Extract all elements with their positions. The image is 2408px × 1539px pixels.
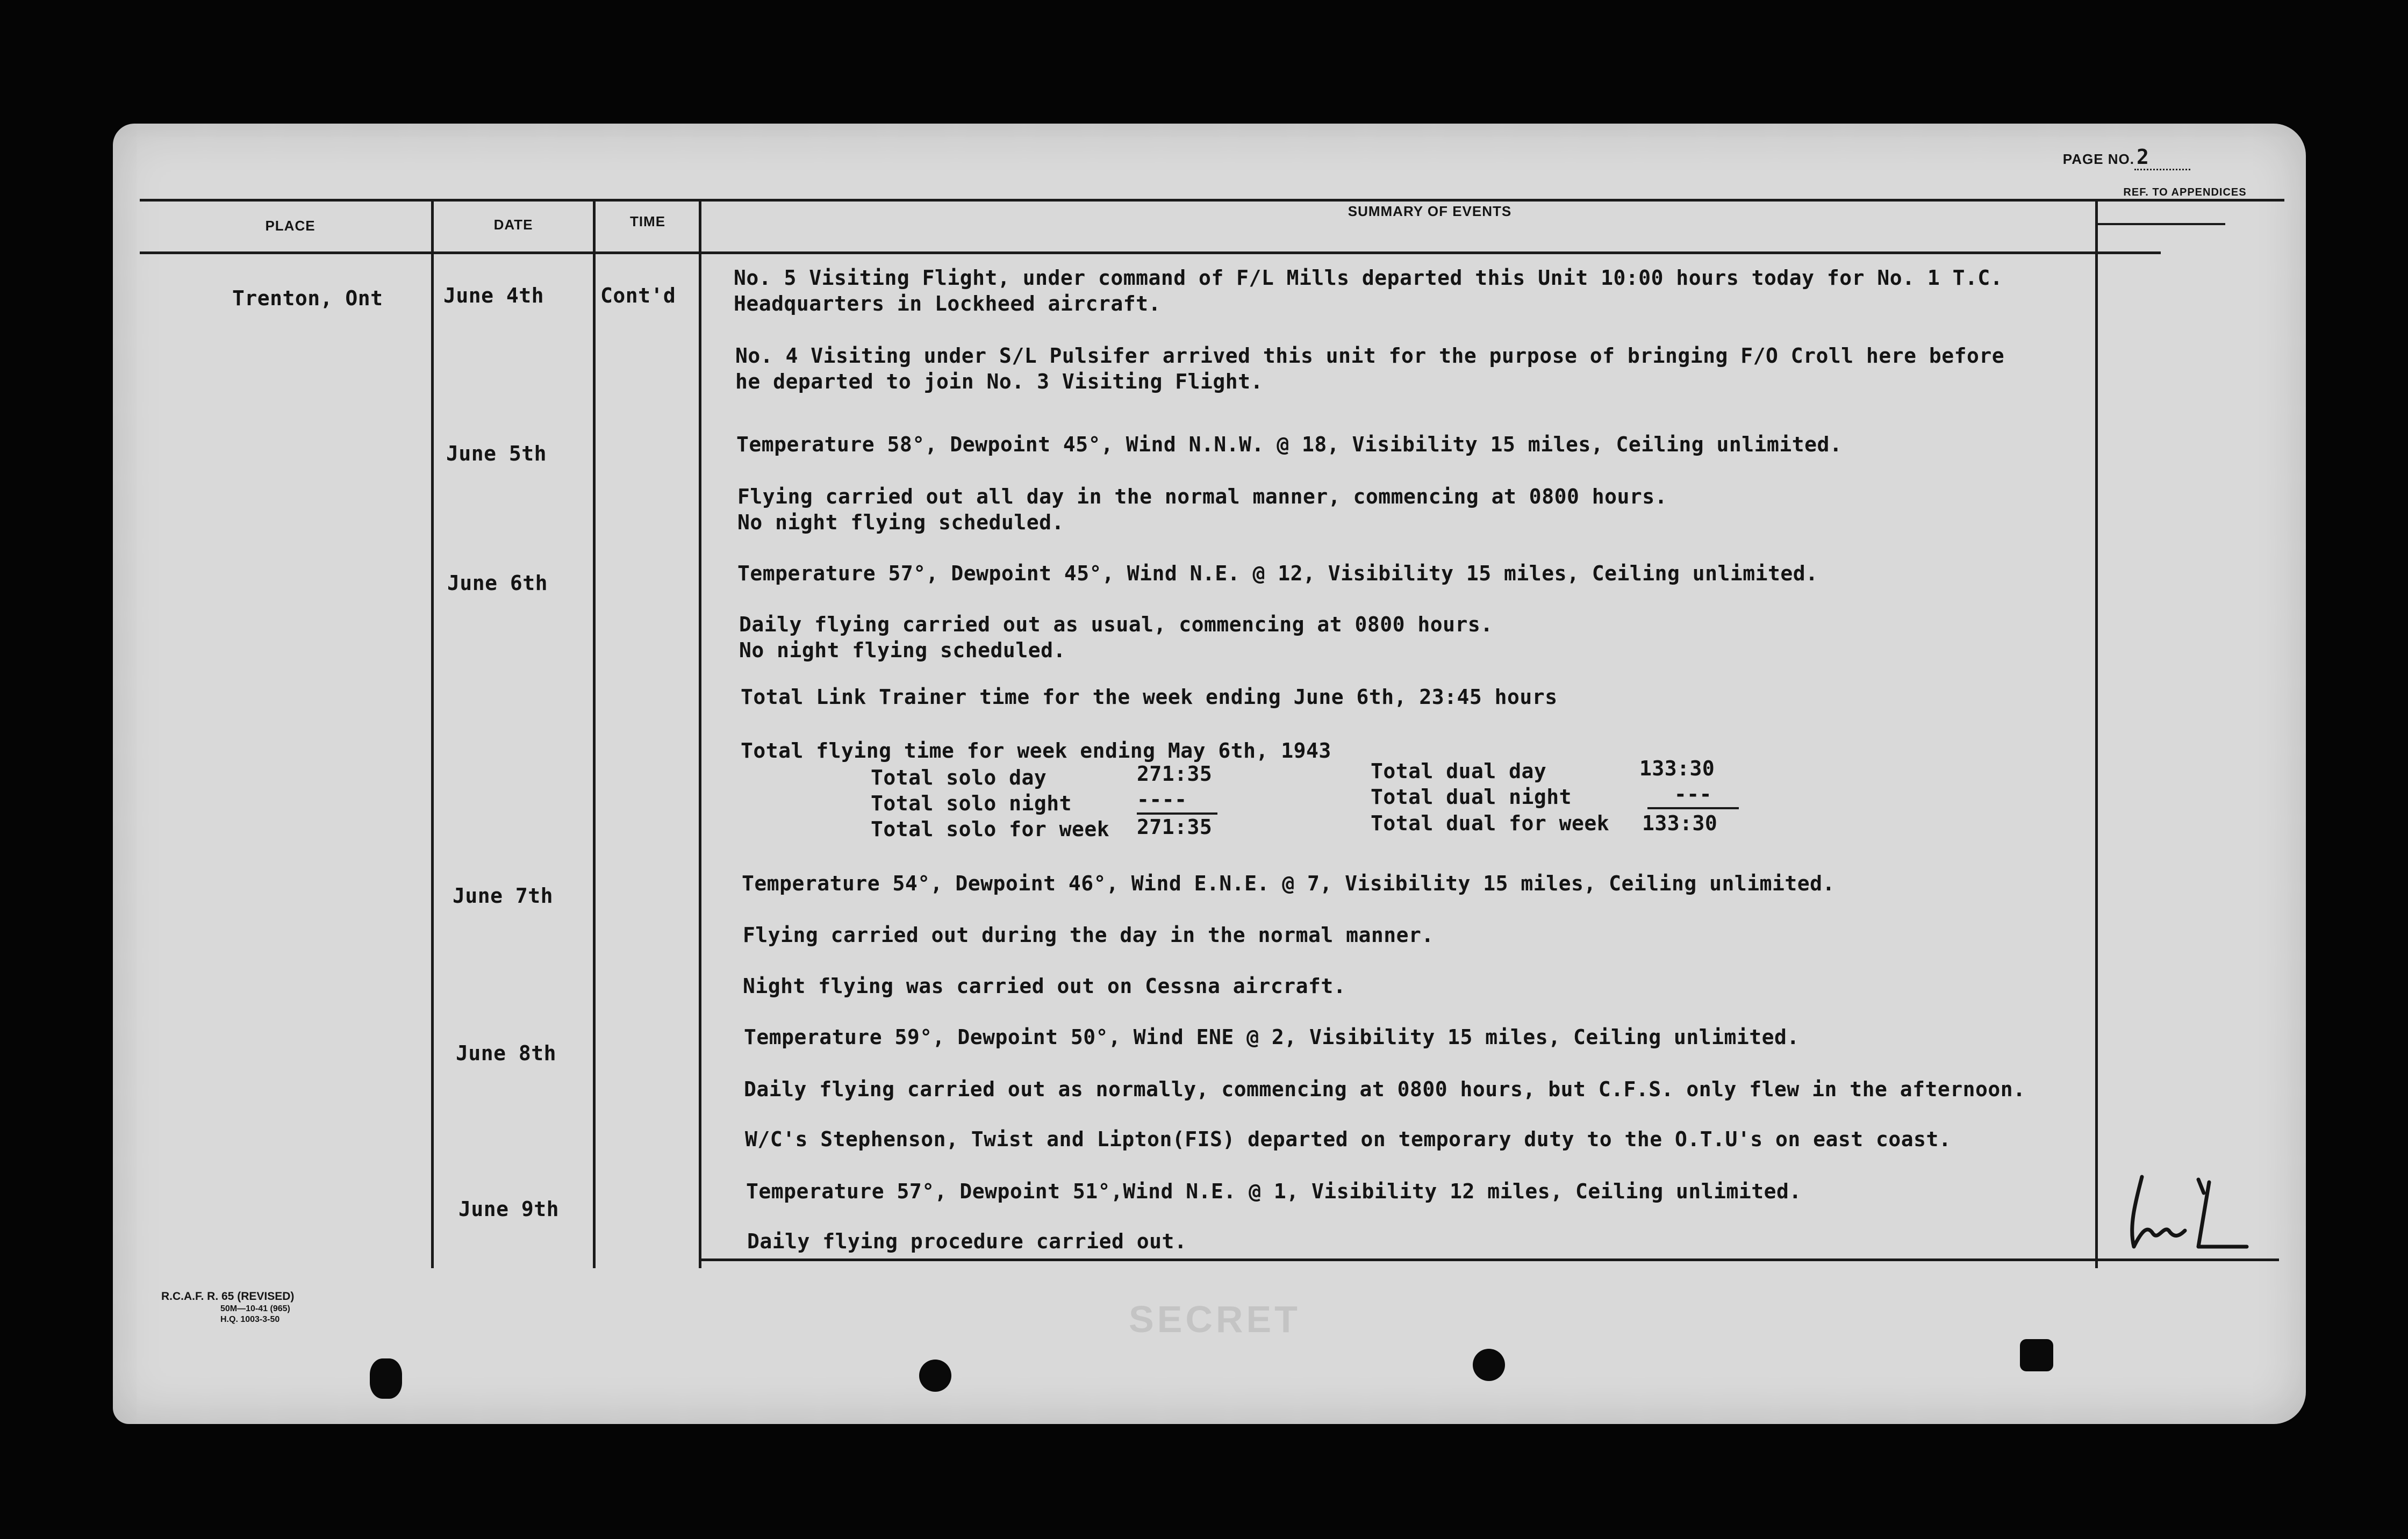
event-line: Temperature 54°, Dewpoint 46°, Wind E.N.E. @ 7, Visibility 15 miles, Ceiling unlimited. [742, 872, 1835, 895]
col-divider-summary-ref [2095, 199, 2098, 1268]
ref-appendices-header: REF. TO APPENDICES [2123, 186, 2247, 198]
event-line: W/C's Stephenson, Twist and Lipton(FIS) departed on temporary duty to the O.T.U's on east coast. [745, 1127, 1952, 1151]
handwritten-initials [2118, 1171, 2258, 1252]
total-value: 133:30 [1642, 811, 1718, 835]
total-label: Total solo for week [871, 817, 1110, 841]
summary-header: SUMMARY OF EVENTS [1348, 203, 1512, 219]
event-line: Flying carried out during the day in the normal manner. [743, 923, 1434, 947]
time-header: TIME [629, 213, 666, 229]
bottom-rule [699, 1258, 2279, 1261]
event-line: No. 5 Visiting Flight, under command of F/L Mills departed this Unit 10:00 hours today for No. 1 T.C. [734, 266, 2003, 290]
form-code-line: R.C.A.F. R. 65 (REVISED) [161, 1290, 295, 1303]
event-line: Temperature 59°, Dewpoint 50°, Wind ENE @ 2, Visibility 15 miles, Ceiling unlimited. [744, 1025, 1800, 1049]
binder-hole [2020, 1339, 2053, 1371]
event-line: Temperature 57°, Dewpoint 51°,Wind N.E. @ 1, Visibility 12 miles, Ceiling unlimited. [746, 1180, 1802, 1203]
total-label: Total dual day [1371, 759, 1547, 783]
secret-stamp: SECRET [1129, 1298, 1301, 1340]
date-entry: June 7th [453, 884, 554, 908]
event-line: No night flying scheduled. [737, 510, 1064, 534]
form-code [161, 1290, 294, 1325]
record-sheet [113, 124, 2306, 1424]
ref-header-rule [2096, 223, 2225, 225]
event-line: Night flying was carried out on Cessna aircraft. [743, 974, 1346, 998]
place-entry: Trenton, Ont [232, 286, 383, 310]
page-number-value: 2 [2134, 145, 2190, 170]
total-label: Total solo night [871, 792, 1072, 815]
date-entry: June 4th [443, 284, 544, 307]
col-divider-place-date [431, 199, 434, 1268]
event-line: Daily flying procedure carried out. [747, 1229, 1187, 1253]
date-entry: June 6th [447, 571, 548, 595]
event-line: Temperature 58°, Dewpoint 45°, Wind N.N.W. @ 18, Visibility 15 miles, Ceiling unlimited. [736, 433, 1843, 456]
event-line: Total flying time for week ending May 6th, 1943 [741, 739, 1331, 763]
total-value: ---- [1137, 788, 1217, 815]
event-line: Headquarters in Lockheed aircraft. [734, 292, 1161, 315]
event-line: No night flying scheduled. [739, 638, 1066, 662]
binder-hole [1473, 1349, 1505, 1381]
event-line: he departed to join No. 3 Visiting Flight. [735, 370, 1263, 393]
date-entry: June 9th [458, 1197, 560, 1221]
date-entry: June 5th [446, 442, 547, 465]
date-entry: June 8th [456, 1041, 557, 1065]
total-label: Total dual for week [1371, 811, 1610, 835]
binder-hole [919, 1360, 951, 1392]
event-line: Daily flying carried out as usual, commencing at 0800 hours. [739, 613, 1493, 636]
total-value: --- [1647, 782, 1739, 809]
event-line: No. 4 Visiting under S/L Pulsifer arrived this unit for the purpose of bringing F/O Croll here before [735, 344, 2005, 368]
form-code-line: H.Q. 1003-3-50 [220, 1315, 280, 1324]
time-entry: Cont'd [600, 284, 676, 307]
page-number-label: PAGE NO. [2062, 151, 2134, 167]
col-divider-date-time [593, 199, 596, 1268]
total-label: Total solo day [871, 766, 1047, 789]
event-line: Total Link Trainer time for the week ending June 6th, 23:45 hours [741, 685, 1558, 709]
event-line: Daily flying carried out as normally, commencing at 0800 hours, but C.F.S. only flew in the afternoon. [744, 1077, 2026, 1101]
header-rule [140, 251, 2161, 254]
binder-hole [370, 1358, 402, 1399]
total-value: 133:30 [1639, 757, 1715, 780]
total-value: 271:35 [1137, 762, 1213, 786]
page-number [2063, 145, 2190, 170]
form-code-line: 50M—10-41 (965) [220, 1304, 290, 1313]
top-rule [140, 199, 2284, 202]
total-value: 271:35 [1137, 815, 1213, 839]
place-header: PLACE [265, 218, 316, 234]
event-line: Temperature 57°, Dewpoint 45°, Wind N.E. @ 12, Visibility 15 miles, Ceiling unlimited. [737, 562, 1818, 585]
date-header: DATE [493, 217, 533, 233]
event-line: Flying carried out all day in the normal manner, commencing at 0800 hours. [737, 485, 1667, 508]
col-divider-time-summary [699, 199, 701, 1268]
total-label: Total dual night [1371, 785, 1572, 809]
